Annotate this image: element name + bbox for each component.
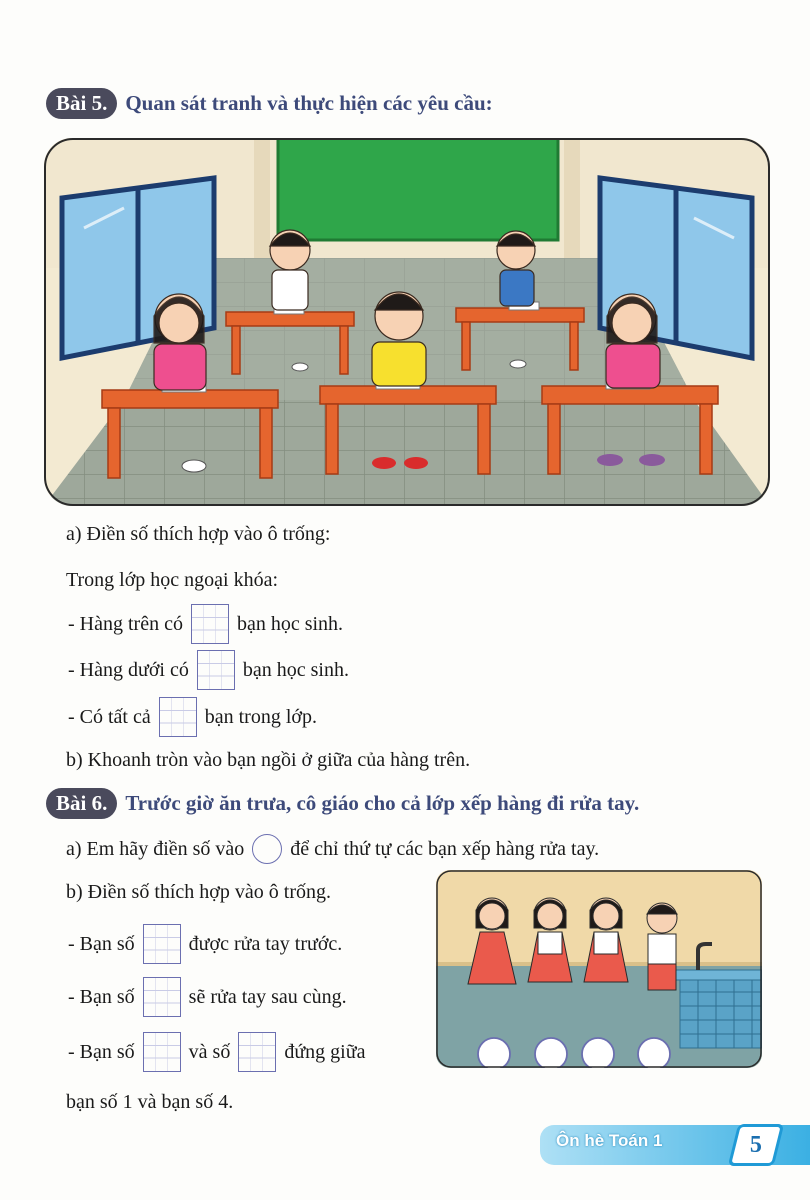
exercise-6-part-b-text: b) Điền số thích hợp vào ô trống. [66,881,331,903]
footer-book-title: Ôn hè Toán 1 [556,1131,663,1150]
row-bottom-suffix: bạn học sinh. [242,659,349,681]
row-middle-mid: và số [188,1041,231,1063]
exercise-6-row-middle-cont [66,1088,233,1116]
exercise-6-header [46,788,639,819]
answer-box-middle-1[interactable] [143,1032,181,1072]
exercise-6-row-first [68,924,342,964]
row-total-suffix: bạn trong lớp. [204,706,317,728]
answer-circle-3[interactable] [582,1038,614,1068]
answer-box-middle-2[interactable] [238,1032,276,1072]
answer-box-bottom-row[interactable] [197,650,235,690]
row-top-prefix: - Hàng trên có [68,613,183,635]
answer-circle-4[interactable] [638,1038,670,1068]
row-last-suffix: sẽ rửa tay sau cùng. [188,986,347,1008]
row-middle-cont-text: bạn số 1 và bạn số 4. [66,1091,234,1113]
exercise-5-row-total [68,697,317,737]
answer-circle-sample [252,834,282,864]
row-total-prefix: - Có tất cả [68,706,151,728]
row-first-suffix: được rửa tay trước. [188,933,343,955]
answer-box-last[interactable] [143,977,181,1017]
exercise-5-part-a [66,520,330,548]
exercise-5-row-bottom [68,650,349,690]
page-number: 5 [750,1131,762,1158]
row-middle-prefix: - Bạn số [68,1041,135,1063]
exercise-5-part-a-text: a) Điền số thích hợp vào ô trống: [66,523,331,545]
row-bottom-prefix: - Hàng dưới có [68,659,189,681]
classroom-illustration [44,138,770,506]
answer-box-total[interactable] [159,697,197,737]
row-last-prefix: - Bạn số [68,986,135,1008]
exercise-6-badge: Bài 6. [46,788,117,819]
exercise-5-part-b-text: b) Khoanh tròn vào bạn ngồi ở giữa của hàng trên. [66,749,471,771]
exercise-5-row-top [68,604,343,644]
exercise-6-part-a-suffix: để chỉ thứ tự các bạn xếp hàng rửa tay. [290,838,600,860]
handwashing-illustration [436,870,762,1068]
exercise-5-header [46,88,493,119]
answer-box-top-row[interactable] [191,604,229,644]
exercise-5-title: Quan sát tranh và thực hiện các yêu cầu: [125,91,493,115]
answer-circle-1[interactable] [478,1038,510,1068]
exercise-5-badge: Bài 5. [46,88,117,119]
exercise-6-part-a-prefix: a) Em hãy điền số vào [66,838,245,860]
exercise-5-part-b [66,746,470,774]
row-middle-suffix: đứng giữa [284,1041,366,1063]
exercise-5-intro [66,566,278,594]
exercise-6-row-last [68,977,347,1017]
row-first-prefix: - Bạn số [68,933,135,955]
exercise-6-part-a [66,834,599,864]
exercise-5-intro-text: Trong lớp học ngoại khóa: [66,569,279,591]
answer-box-first[interactable] [143,924,181,964]
answer-circle-2[interactable] [535,1038,567,1068]
exercise-6-title: Trước giờ ăn trưa, cô giáo cho cả lớp xếp hàng đi rửa tay. [125,791,640,815]
exercise-6-part-b [66,878,331,906]
exercise-6-row-middle [68,1032,365,1072]
row-top-suffix: bạn học sinh. [236,613,344,635]
